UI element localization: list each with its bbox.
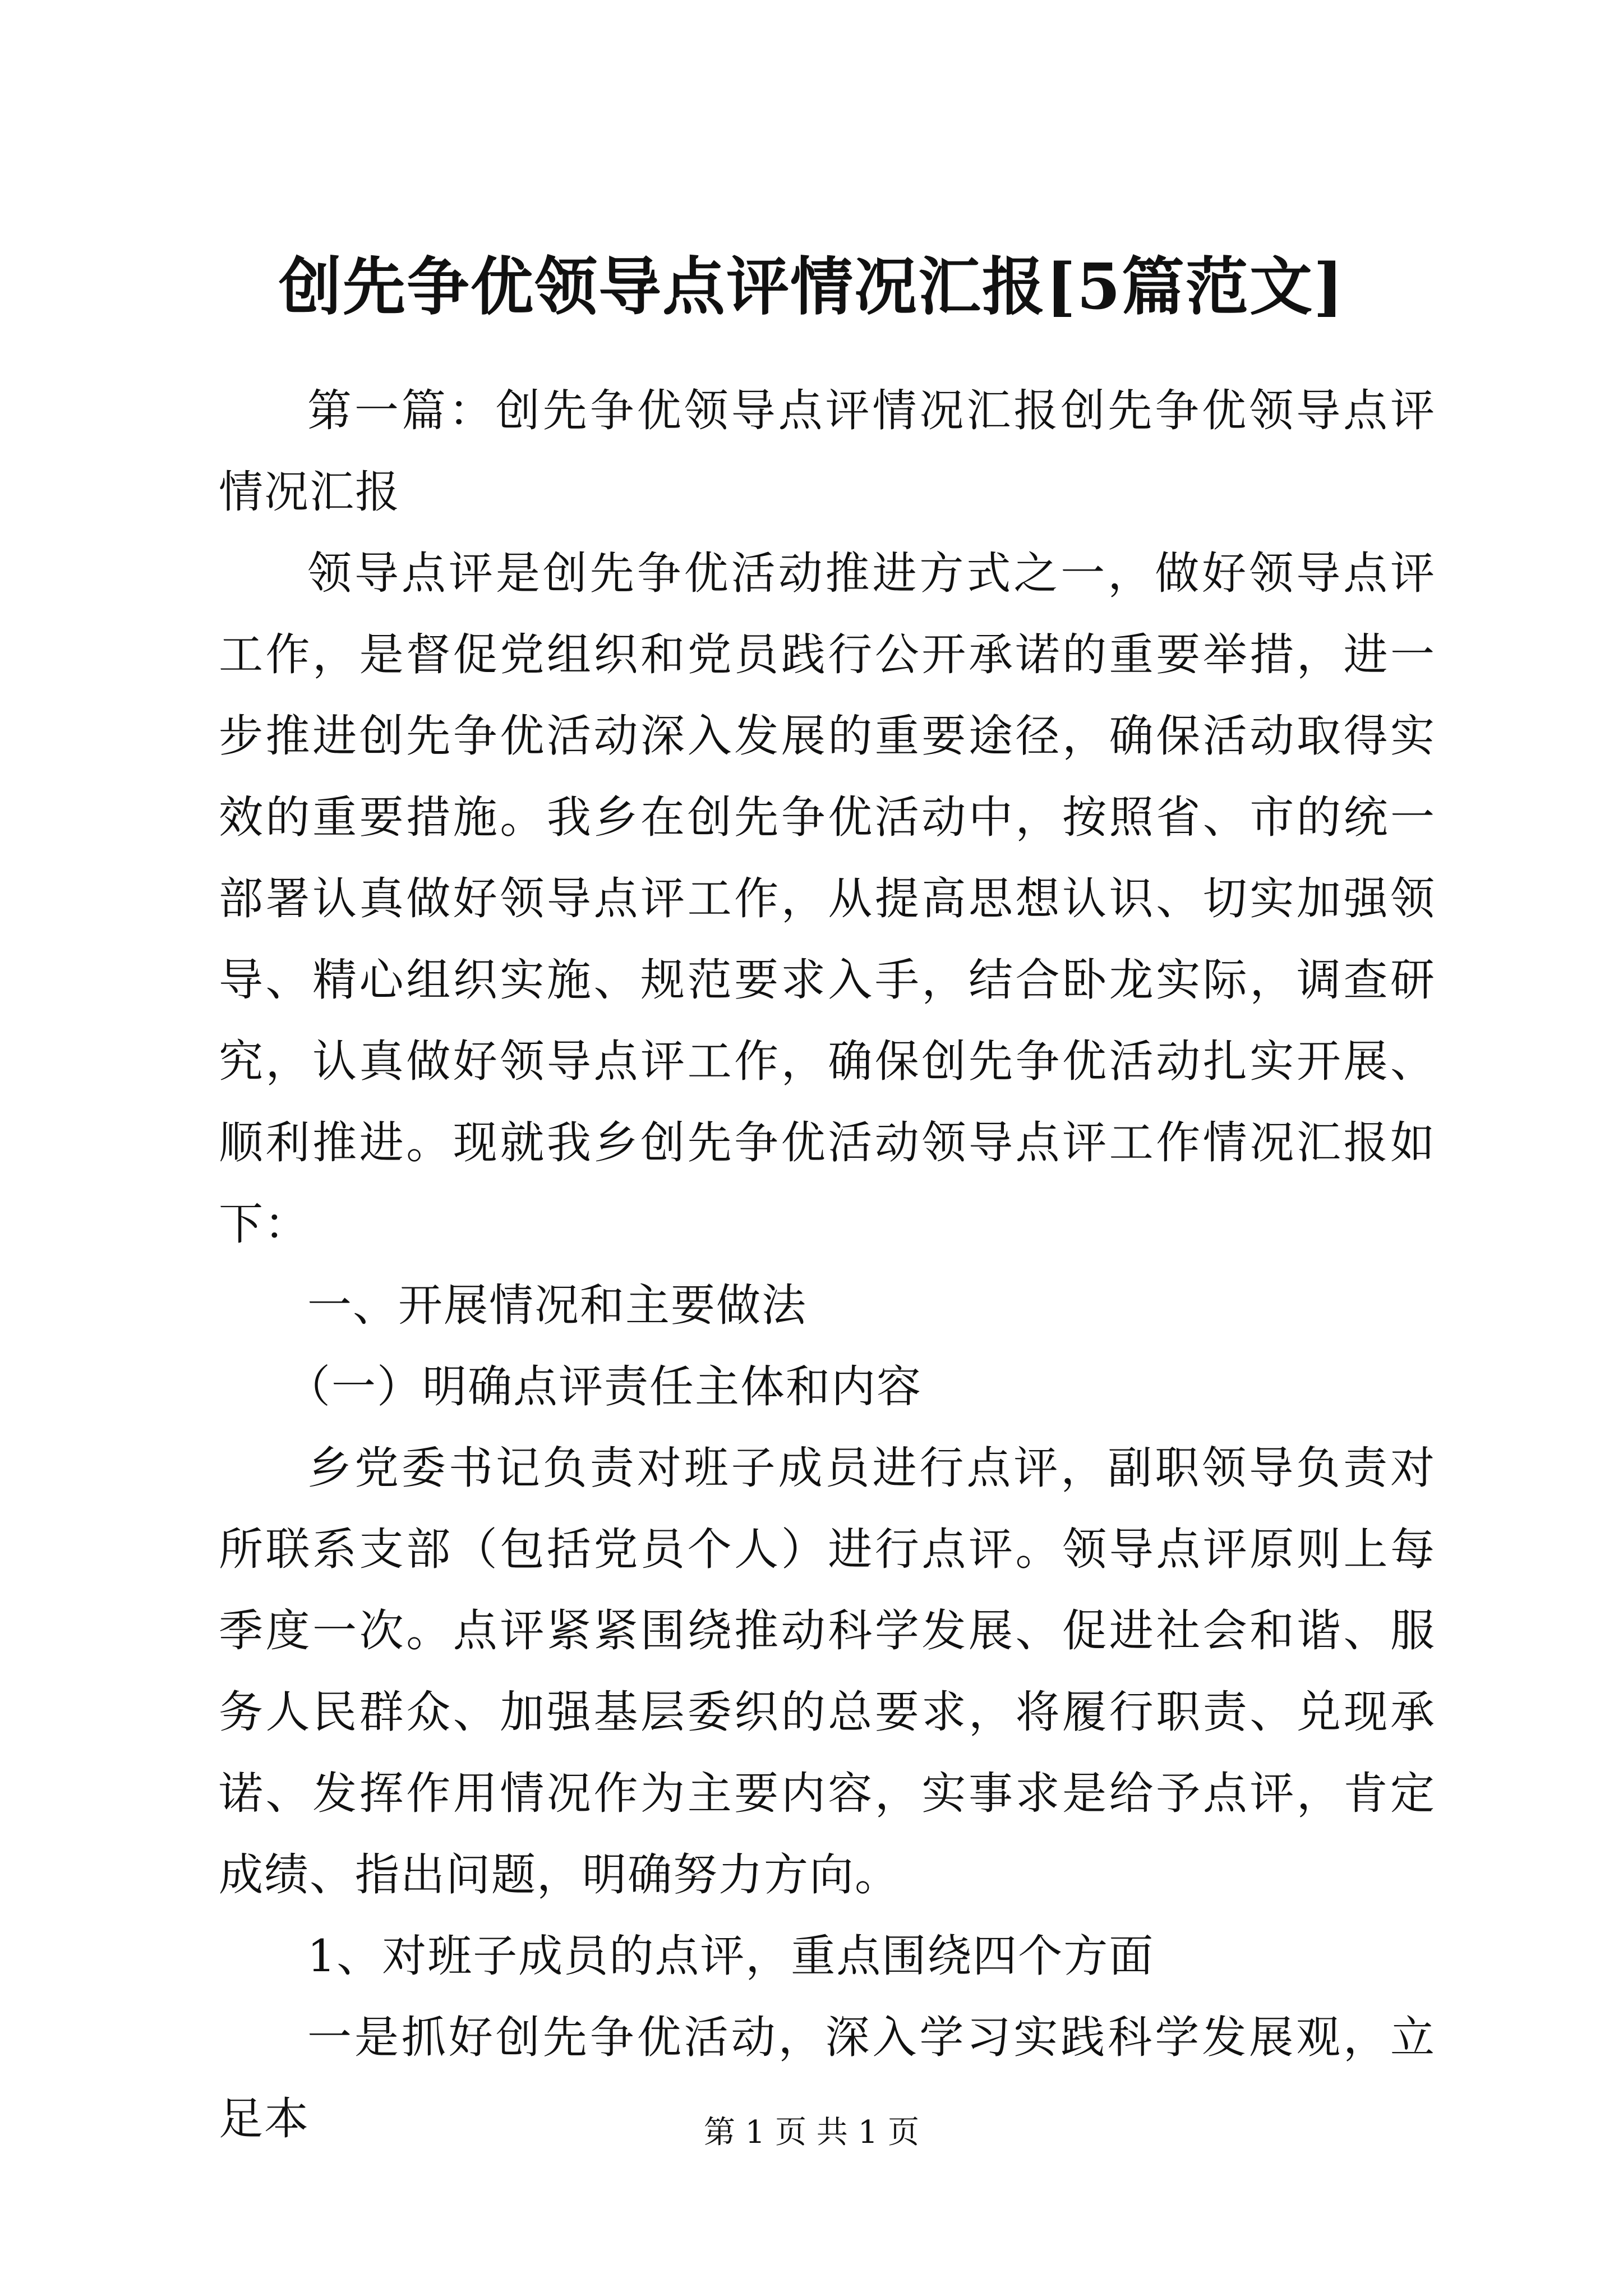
page-number-footer: 第 1 页 共 1 页 [703, 2114, 920, 2151]
paragraph-4: 一是抓好创先争优活动，深入学习实践科学发展观，立足本 [219, 2012, 1436, 2145]
section-heading-1: 一、开展情况和主要做法 [307, 1280, 807, 1331]
subsection-heading-1: （一）明确点评责任主体和内容 [286, 1361, 922, 1412]
paragraph-2: 领导点评是创先争优活动推进方式之一，做好领导点评工作，是督促党组织和党员践行公开承诺的重要举措，进一步推进创先争优活动深入发展的重要途径，确保活动取得实效的重要措施。我乡在创先争优活动中，按照省、市的统一部署认真做好领导点评工作，从提高思想认识、切实加强领导、精心组织实施、规范要求入手，结合卧龙实际，调查研究，认真做好领导点评工作，确保创先争优活动扎实开展、顺利推进。现就我乡创先争优活动领导点评工作情况汇报如下： [219, 547, 1436, 1250]
item-heading-1: 1、对班子成员的点评，重点围绕四个方面 [307, 1930, 1155, 1982]
paragraph-3: 乡党委书记负责对班子成员进行点评，副职领导负责对所联系支部（包括党员个人）进行点评。领导点评原则上每季度一次。点评紧紧围绕推动科学发展、促进社会和谐、服务人民群众、加强基层委织的总要求，将履行职责、兑现承诺、发挥作用情况作为主要内容，实事求是给予点评，肯定成绩、指出问题，明确努力方向。 [219, 1442, 1436, 1901]
paragraph-1: 第一篇：创先争优领导点评情况汇报创先争优领导点评情况汇报 [219, 385, 1436, 518]
document-body [219, 370, 1436, 2160]
document-title: 创先争优领导点评情况汇报[5篇范文] [279, 250, 1344, 324]
